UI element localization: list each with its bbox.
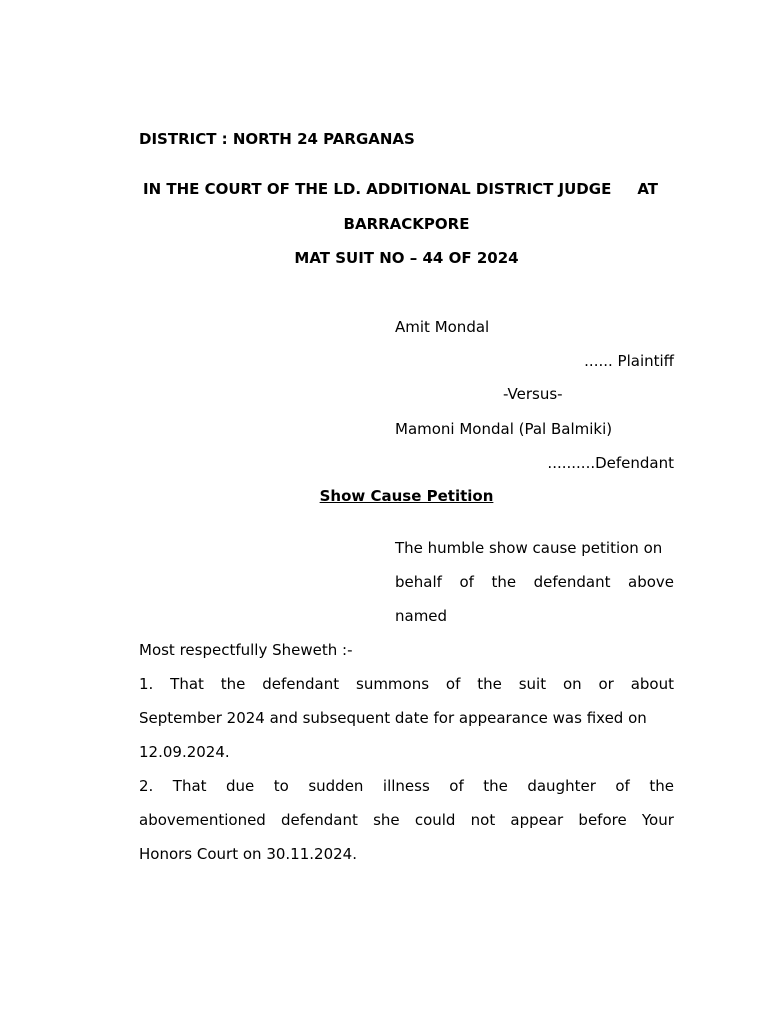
- intro-word: behalf: [395, 573, 442, 591]
- paragraph-word: summons: [356, 675, 430, 693]
- sheweth-line: Most respectfully Sheweth :-: [139, 641, 353, 659]
- paragraph-word: the: [477, 675, 502, 693]
- paragraph-word: defendant: [262, 675, 340, 693]
- intro-word: of: [459, 573, 474, 591]
- suit-number: MAT SUIT NO – 44 OF 2024: [294, 249, 519, 267]
- paragraph-word: on: [562, 675, 582, 693]
- paragraph-word: defendant: [281, 811, 358, 829]
- paragraph-1-line2: September 2024 and subsequent date for appearance was fixed on: [139, 709, 647, 727]
- petition-intro-line3: named: [395, 607, 448, 625]
- paragraph-word: suit: [518, 675, 547, 693]
- paragraph-word: the: [483, 777, 508, 795]
- court-heading-text: IN THE COURT OF THE LD. ADDITIONAL DISTRICT JUDGE: [143, 180, 612, 198]
- paragraph-word: sudden: [308, 777, 364, 795]
- paragraph-2-line2: [139, 809, 674, 831]
- intro-word: defendant: [533, 573, 611, 591]
- petition-title: Show Cause Petition: [319, 487, 494, 505]
- paragraph-2-line3: Honors Court on 30.11.2024.: [139, 845, 357, 863]
- paragraph-word: due: [226, 777, 255, 795]
- paragraph-number: 2.: [139, 777, 154, 795]
- intro-word: above: [628, 573, 674, 591]
- paragraph-word: Your: [641, 811, 674, 829]
- paragraph-1-line1: [139, 673, 674, 695]
- paragraph-word: daughter: [527, 777, 596, 795]
- paragraph-word: illness: [382, 777, 430, 795]
- paragraph-word: abovementioned: [139, 811, 266, 829]
- plaintiff-name: Amit Mondal: [395, 318, 490, 336]
- paragraph-1-line3: 12.09.2024.: [139, 743, 230, 761]
- defendant-label: ..........Defendant: [547, 454, 674, 472]
- paragraph-word: the: [220, 675, 246, 693]
- court-heading-line1: [143, 178, 674, 200]
- paragraph-word: the: [649, 777, 674, 795]
- paragraph-word: appear: [510, 811, 564, 829]
- district-heading: DISTRICT : NORTH 24 PARGANAS: [139, 130, 415, 148]
- paragraph-number: 1.: [139, 675, 154, 693]
- intro-word: the: [491, 573, 517, 591]
- document-page: [139, 0, 674, 1024]
- paragraph-word: about: [630, 675, 674, 693]
- paragraph-word: not: [470, 811, 496, 829]
- paragraph-word: before: [578, 811, 627, 829]
- petition-intro-line1: The humble show cause petition on: [395, 539, 663, 557]
- paragraph-word: That: [172, 777, 207, 795]
- paragraph-word: to: [273, 777, 289, 795]
- paragraph-2-line1: [139, 775, 674, 797]
- petition-intro-line2: [395, 571, 674, 593]
- paragraph-word: of: [449, 777, 464, 795]
- plaintiff-label: ...... Plaintiff: [584, 352, 674, 370]
- versus-label: -Versus-: [503, 385, 563, 403]
- paragraph-word: or: [598, 675, 614, 693]
- paragraph-word: could: [414, 811, 456, 829]
- paragraph-word: she: [373, 811, 400, 829]
- paragraph-word: of: [445, 675, 461, 693]
- defendant-name: Mamoni Mondal (Pal Balmiki): [395, 420, 613, 438]
- court-heading-at: AT: [637, 180, 659, 198]
- court-heading-line2: BARRACKPORE: [343, 215, 470, 233]
- paragraph-word: of: [615, 777, 630, 795]
- paragraph-word: That: [170, 675, 204, 693]
